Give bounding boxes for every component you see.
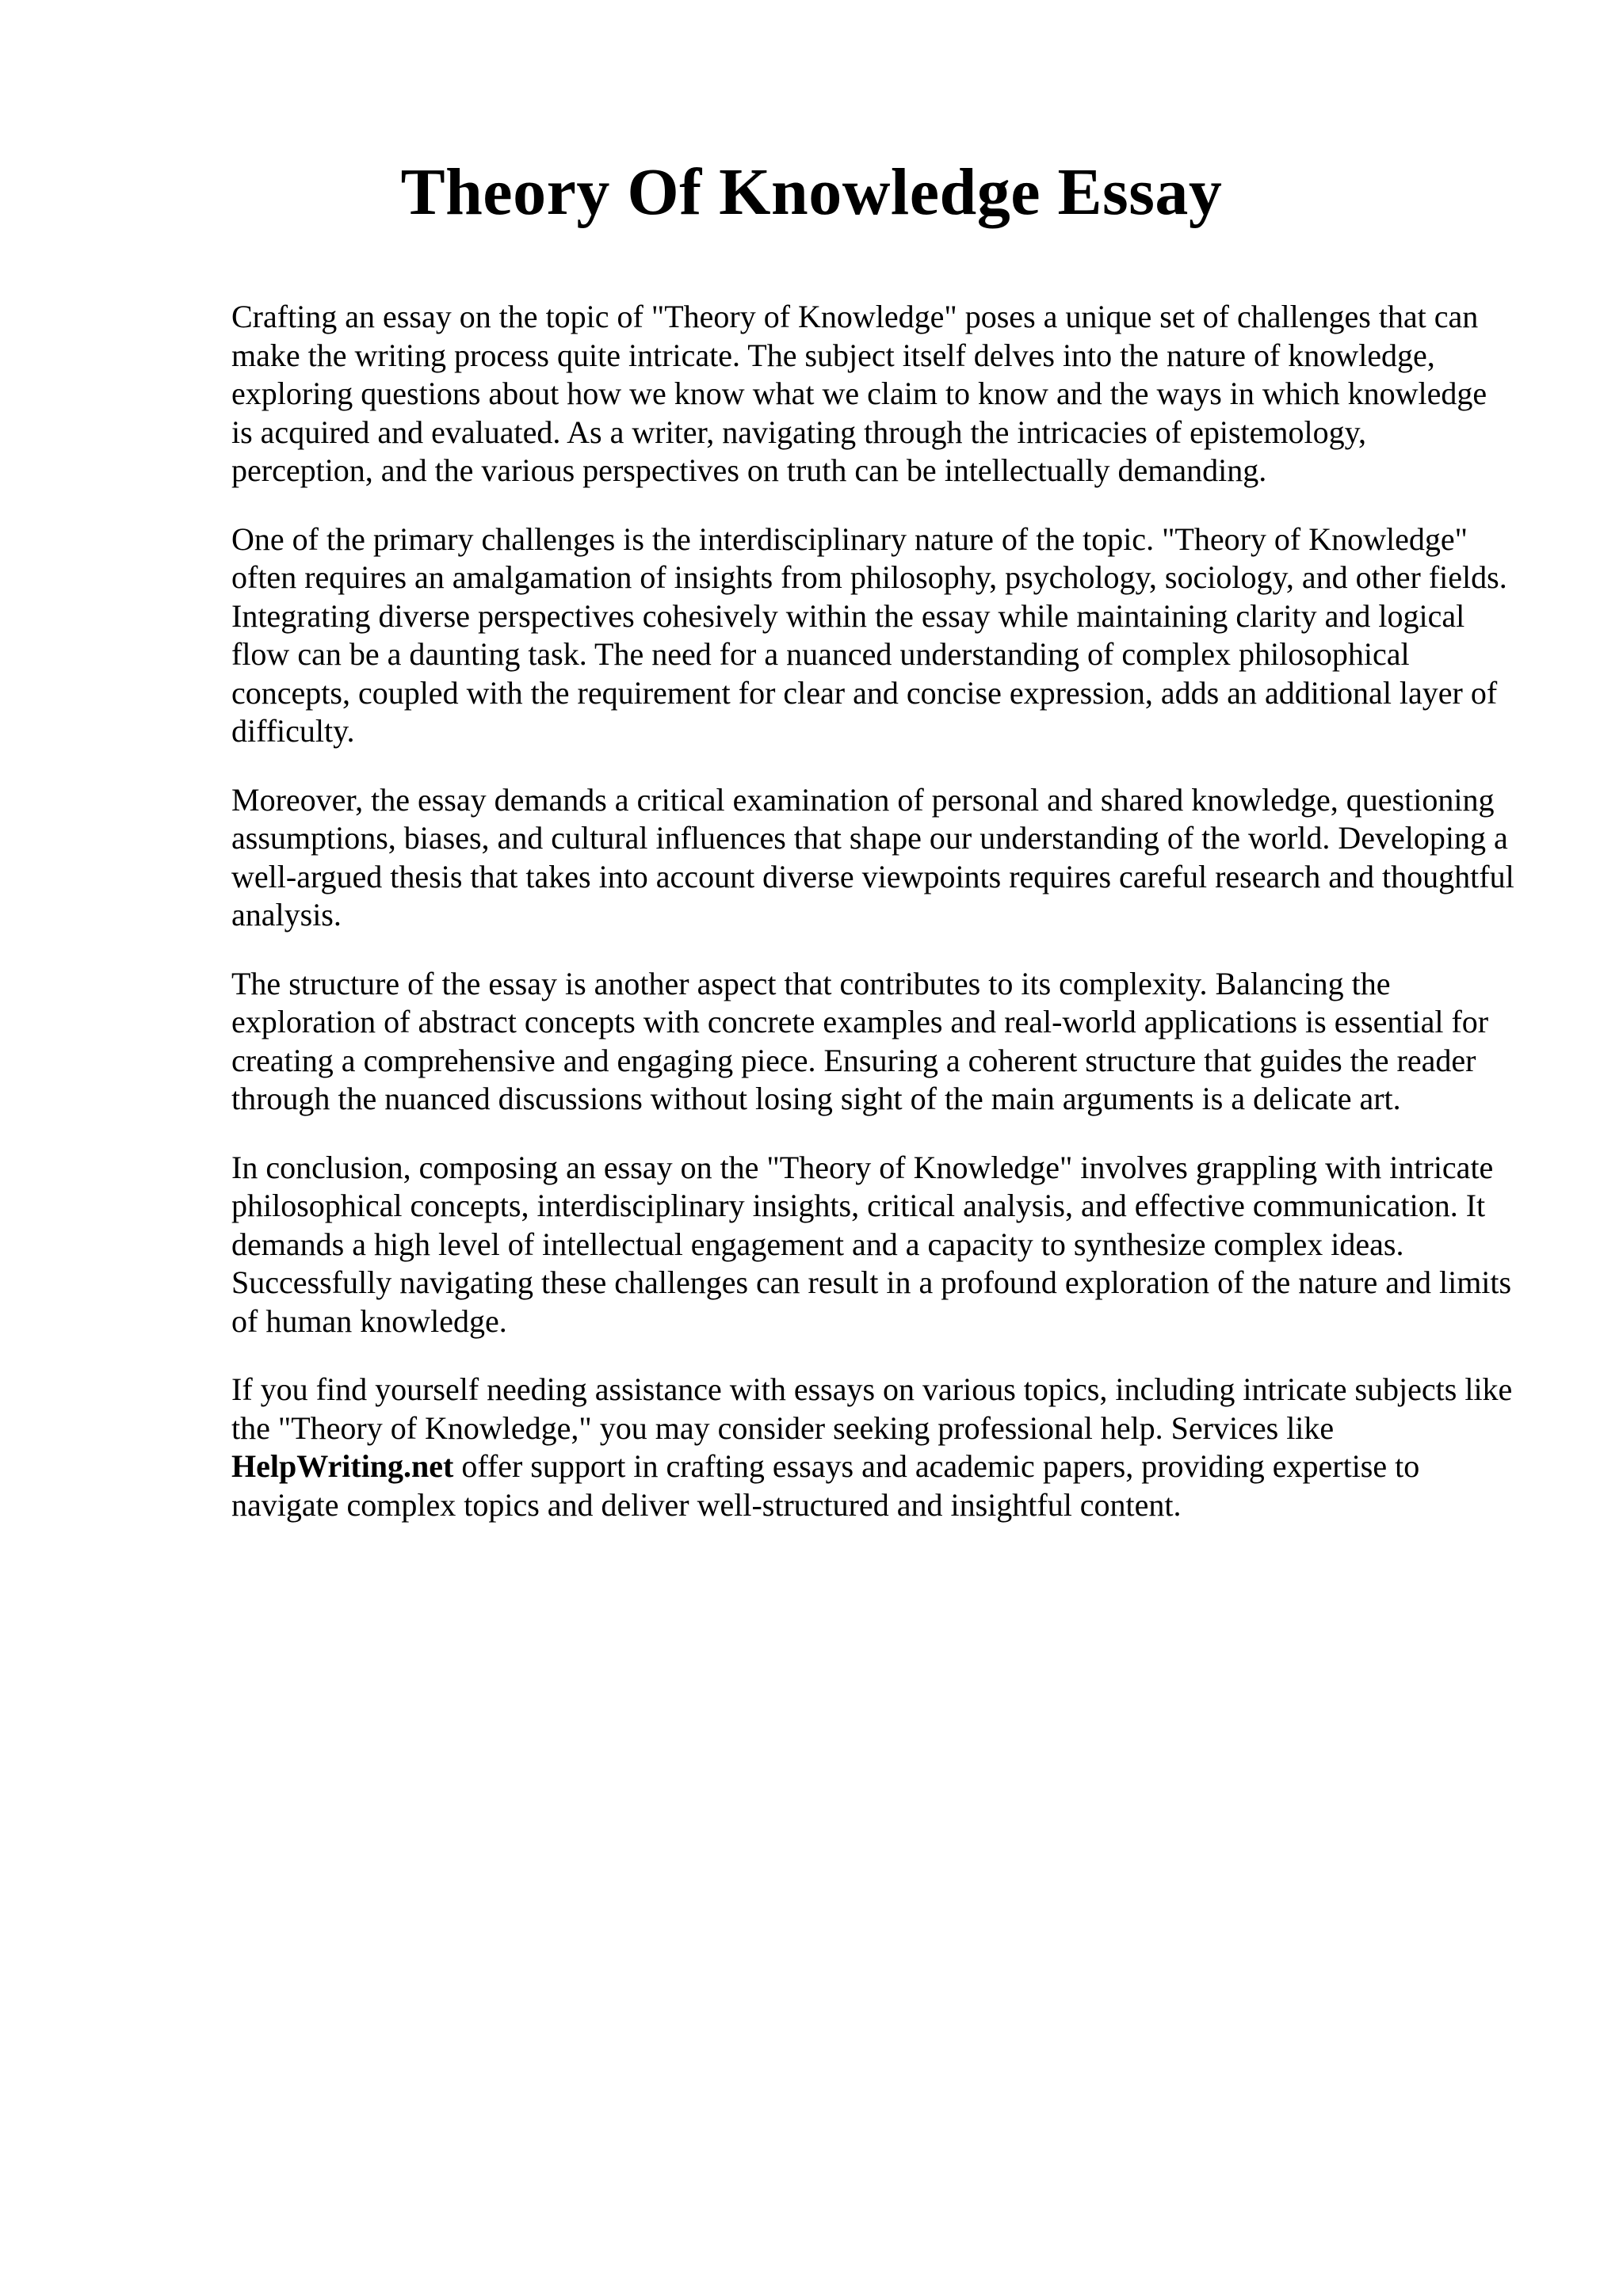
page-title: Theory Of Knowledge Essay <box>400 155 1223 229</box>
paragraph-2: One of the primary challenges is the interdisciplinary nature of the topic. "Theory of Knowledge" often requires an amalgamation of insights from philosophy, psychology, sociology, and other fields. Integrating diverse perspectives cohesively within the essay while maintaining clarity and logical flow can be a daunting task. The need for a nuanced understanding of complex philosophical concepts, coupled with the requirement for clear and concise expression, adds an additional layer of difficulty. <box>231 521 1507 749</box>
paragraph-3: Moreover, the essay demands a critical examination of personal and shared knowledge, questioning assumptions, biases, and cultural influences that shape our understanding of the world. Developing a well-argued thesis that takes into account diverse viewpoints requires careful research and thoughtful analysis. <box>231 781 1514 933</box>
essay-body <box>231 298 1515 1554</box>
paragraph-6 <box>231 1371 1515 1524</box>
paragraph-6-text-after: offer support in crafting essays and academic papers, providing expertise to navigate complex topics and deliver well-structured and insightful content. <box>231 1448 1420 1523</box>
paragraph-5: In conclusion, composing an essay on the "Theory of Knowledge" involves grappling with intricate philosophical concepts, interdisciplinary insights, critical analysis, and effective communication. It demands a high level of intellectual engagement and a capacity to synthesize complex ideas. Successfully navigating these challenges can result in a profound exploration of the nature and limits of human knowledge. <box>231 1149 1512 1339</box>
paragraph-6-text-before: If you find yourself needing assistance with essays on various topics, including intricate subjects like the "Theory of Knowledge," you may consider seeking professional help. Services like <box>231 1371 1513 1446</box>
brand-name: HelpWriting.net <box>231 1448 454 1484</box>
paragraph-1: Crafting an essay on the topic of "Theory of Knowledge" poses a unique set of challenges that can make the writing process quite intricate. The subject itself delves into the nature of knowledge, exploring questions about how we know what we claim to know and the ways in which knowledge is acquired and evaluated. As a writer, navigating through the intricacies of epistemology, perception, and the various perspectives on truth can be intellectually demanding. <box>231 299 1487 488</box>
paragraph-4: The structure of the essay is another aspect that contributes to its complexity. Balancing the exploration of abstract concepts with concrete examples and real-world applications is essential for creating a comprehensive and engaging piece. Ensuring a coherent structure that guides the reader through the nuanced discussions without losing sight of the main arguments is a delicate art. <box>231 965 1489 1116</box>
